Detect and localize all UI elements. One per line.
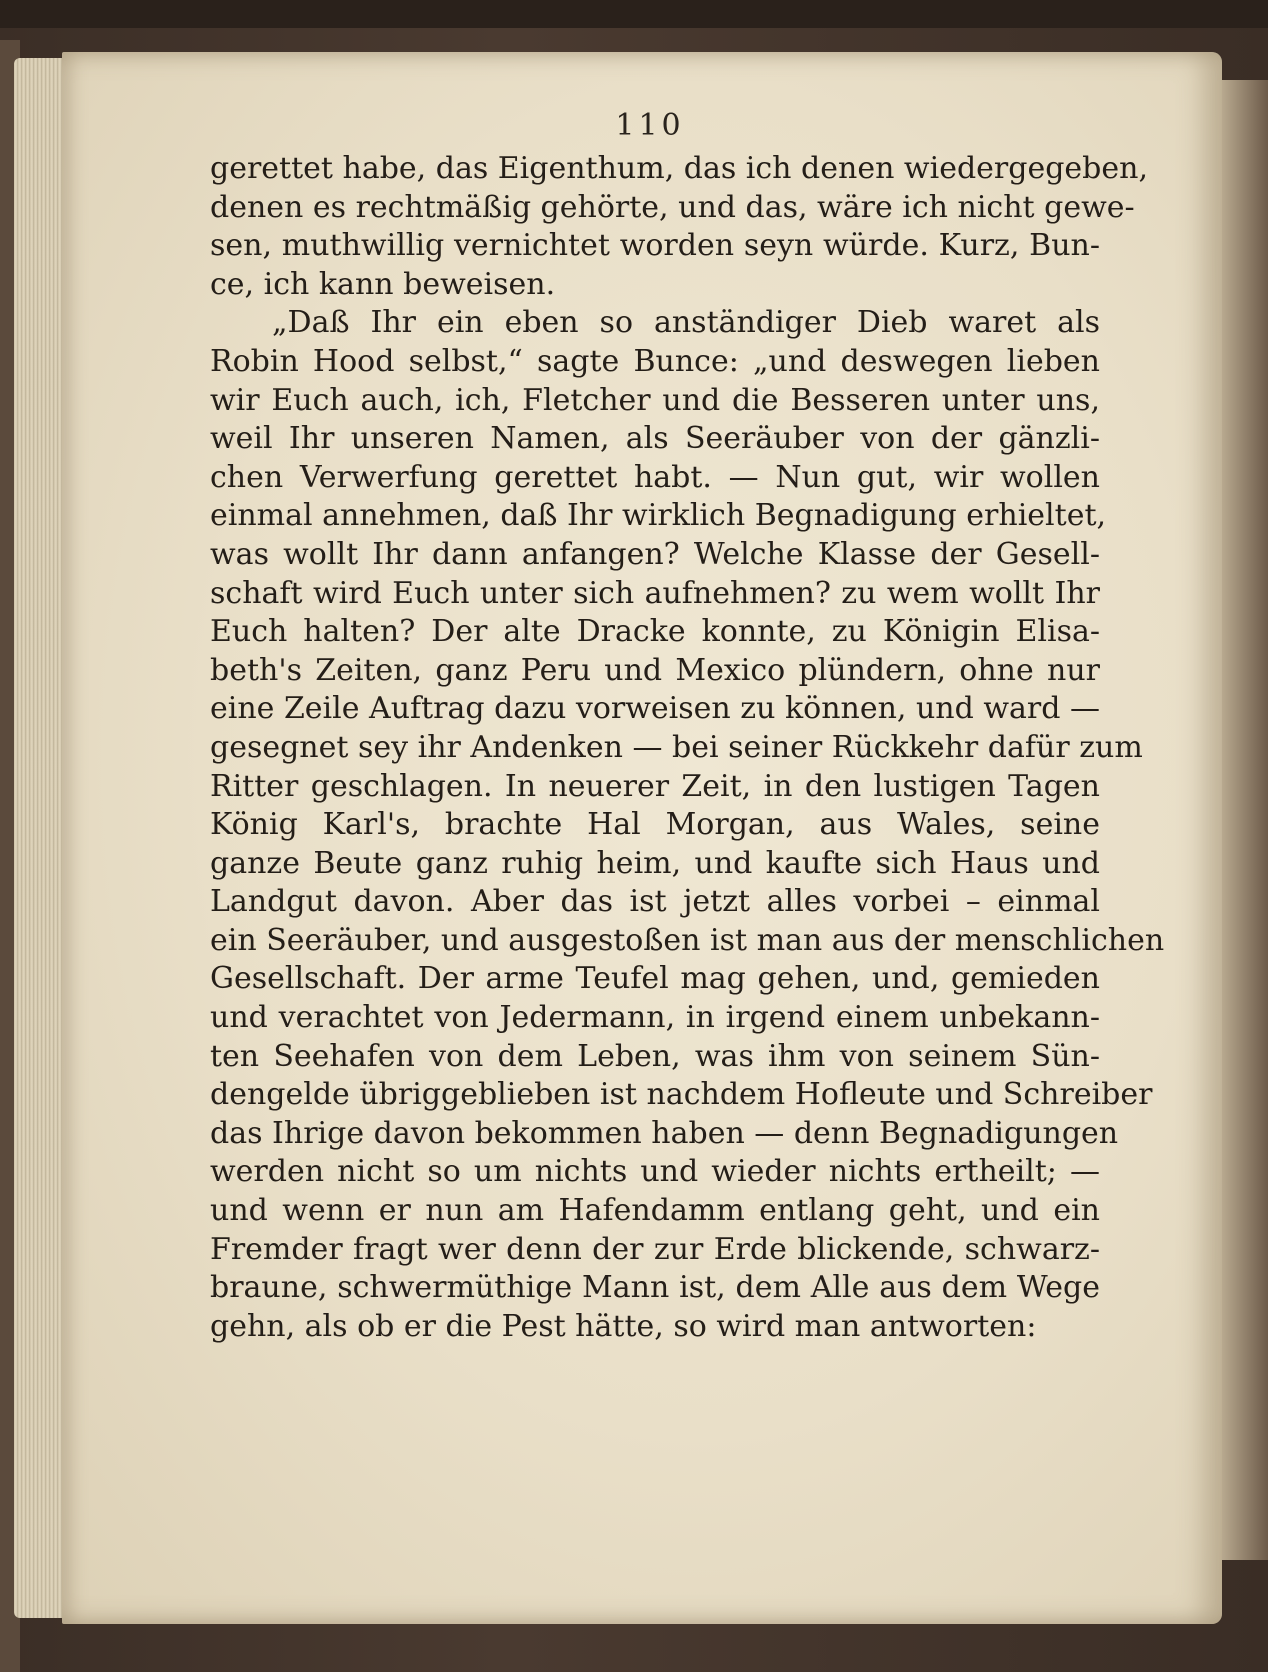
facing-page-edge (1222, 80, 1268, 1560)
text-line: schaft wird Euch unter sich aufnehmen? zu wem wollt Ihr (210, 575, 1100, 611)
text-line: beth's Zeiten, ganz Peru und Mexico plündern, ohne nur (210, 652, 1100, 688)
text-line: das Ihrige davon bekommen haben — denn Begnadigungen (210, 1115, 1119, 1151)
text-line: und verachtet von Jedermann, in irgend einem unbekann- (210, 1000, 1100, 1036)
text-line: und wenn er nun am Hafendamm entlang geht, und ein (210, 1193, 1100, 1229)
text-line: Ritter geschlagen. In neuerer Zeit, in den lustigen Tagen (210, 768, 1100, 804)
text-line: weil Ihr unseren Namen, als Seeräuber von der gänzli- (210, 421, 1100, 457)
text-line: Landgut davon. Aber das ist jetzt alles vorbei – einmal (210, 884, 1100, 920)
body-text (210, 150, 1165, 1346)
text-line: ganze Beute ganz ruhig heim, und kaufte sich Haus und (210, 845, 1100, 881)
text-line: wir Euch auch, ich, Fletcher und die Besseren unter uns, (210, 382, 1100, 418)
text-line: ten Seehafen von dem Leben, was ihm von seinem Sün- (210, 1038, 1100, 1074)
text-line: eine Zeile Auftrag dazu vorweisen zu können, und ward — (210, 691, 1101, 727)
text-line: Robin Hood selbst,“ sagte Bunce: „und deswegen lieben (210, 343, 1100, 379)
text-line: König Karl's, brachte Hal Morgan, aus Wales, seine (210, 807, 1100, 843)
page-number: 110 (615, 108, 685, 143)
text-line: ce, ich kann beweisen. (210, 266, 556, 302)
text-line: gerettet habe, das Eigenthum, das ich denen wiedergegeben, (210, 151, 1148, 186)
text-line: gehn, als ob er die Pest hätte, so wird man antworten: (210, 1308, 1037, 1344)
text-line: gesegnet sey ihr Andenken — bei seiner Rückkehr dafür zum (210, 729, 1143, 765)
text-line: sen, muthwillig vernichtet worden seyn würde. Kurz, Bun- (210, 228, 1100, 264)
text-line: Fremder fragt wer denn der zur Erde blickende, schwarz- (210, 1231, 1100, 1267)
text-line: einmal annehmen, daß Ihr wirklich Begnadigung erhieltet, (210, 498, 1107, 534)
text-line: ein Seeräuber, und ausgestoßen ist man aus der menschlichen (210, 922, 1165, 958)
text-line: Euch halten? Der alte Dracke konnte, zu Königin Elisa- (210, 614, 1100, 650)
text-line: „Daß Ihr ein eben so anständiger Dieb waret als (272, 305, 1100, 341)
text-line: braune, schwermüthige Mann ist, dem Alle aus dem Wege (210, 1270, 1100, 1306)
text-line: denen es rechtmäßig gehörte, und das, wäre ich nicht gewe- (210, 189, 1135, 225)
text-line: chen Verwerfung gerettet habt. — Nun gut, wir wollen (210, 459, 1100, 495)
text-line: was wollt Ihr dann anfangen? Welche Klasse der Gesell- (210, 536, 1100, 572)
text-line: dengelde übriggeblieben ist nachdem Hofleute und Schreiber (210, 1077, 1153, 1113)
text-line: Gesellschaft. Der arme Teufel mag gehen, und, gemieden (210, 961, 1100, 997)
text-line: werden nicht so um nichts und wieder nichts ertheilt; — (210, 1154, 1100, 1190)
